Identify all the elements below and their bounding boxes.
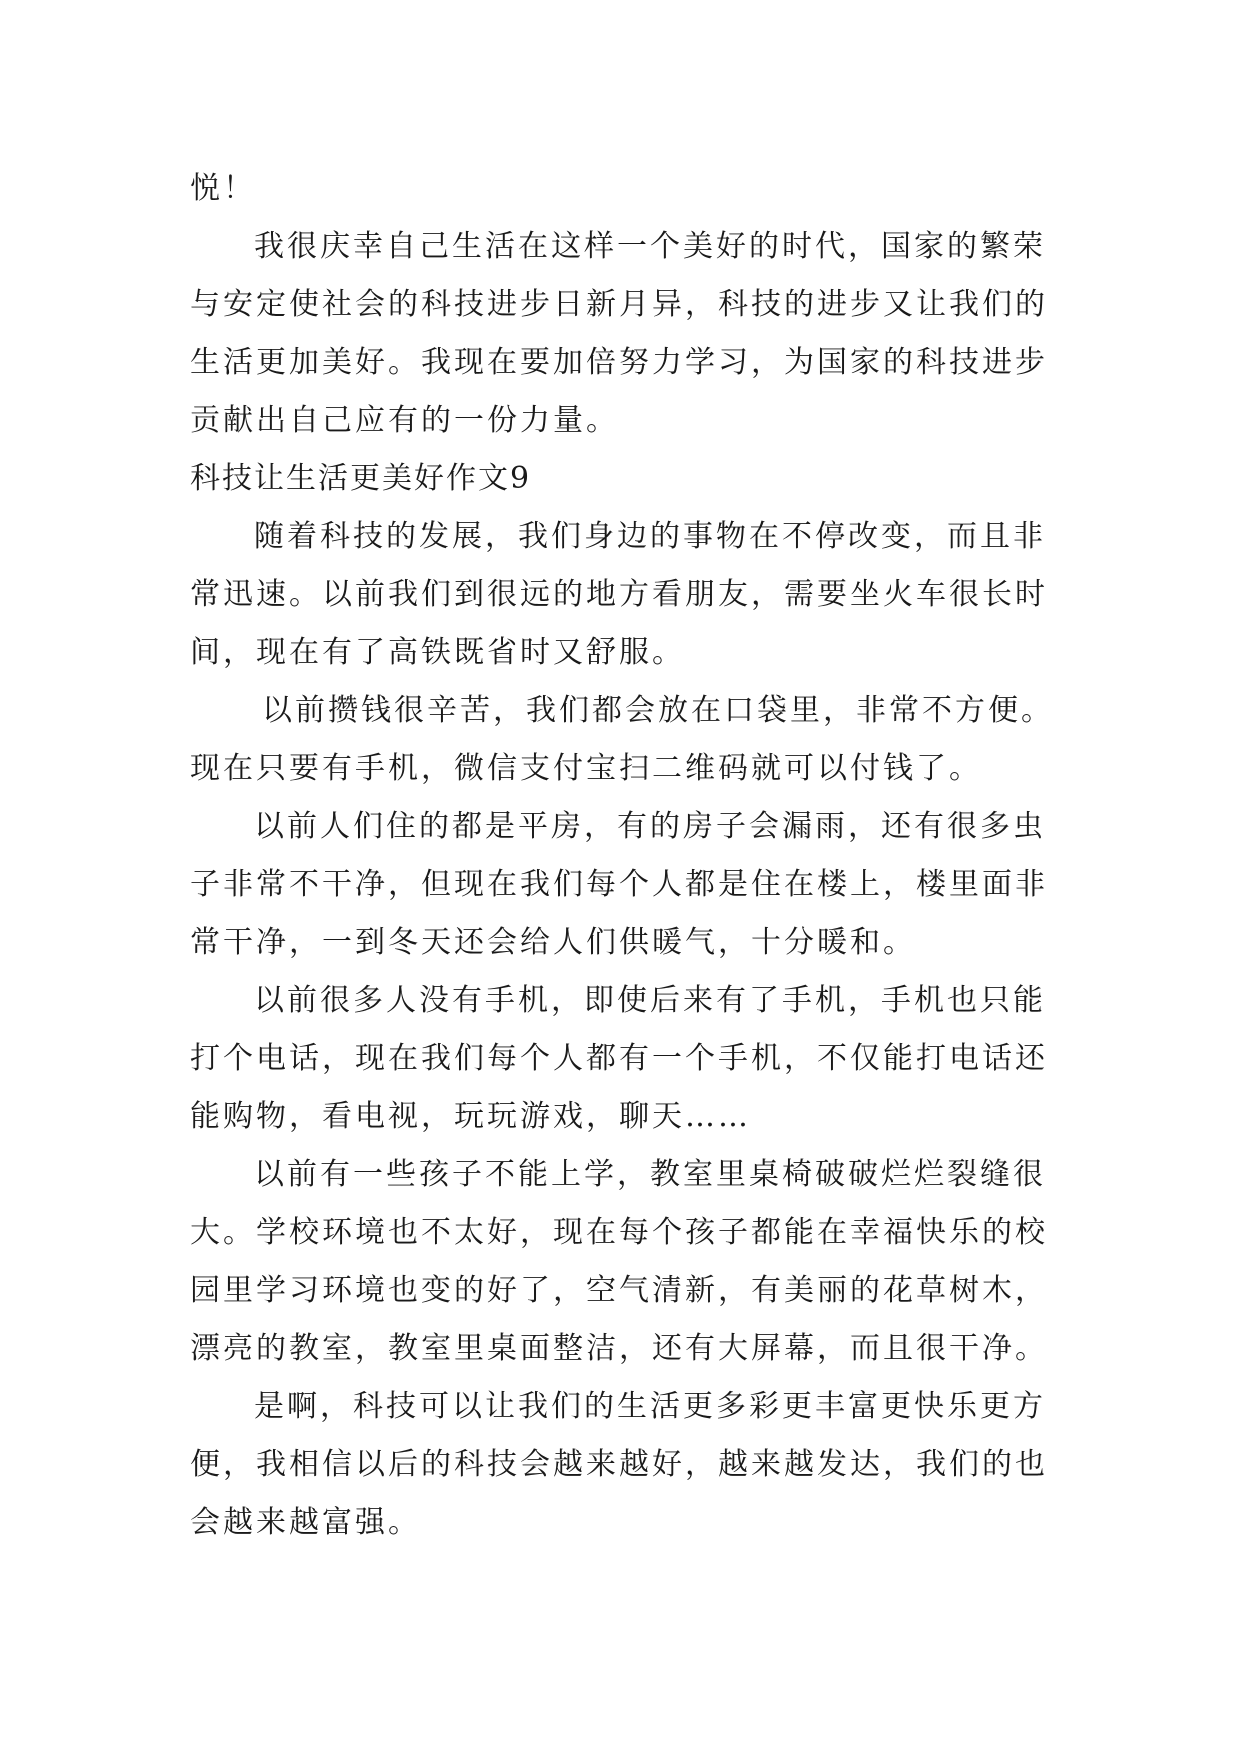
- paragraph-line: 大。学校环境也不太好，现在每个孩子都能在幸福快乐的校: [190, 1215, 1048, 1250]
- paragraph-line: 贡献出自己应有的一份力量。: [190, 403, 619, 438]
- paragraph-line: 与安定使社会的科技进步日新月异，科技的进步又让我们的: [190, 287, 1048, 322]
- paragraph-line: 能购物，看电视，玩玩游戏，聊天……: [190, 1099, 751, 1134]
- paragraph-line: 园里学习环境也变的好了，空气清新，有美丽的花草树木，: [190, 1273, 1048, 1308]
- paragraph-line: 漂亮的教室，教室里桌面整洁，还有大屏幕，而且很干净。: [190, 1331, 1048, 1366]
- paragraph-line: 打个电话，现在我们每个人都有一个手机，不仅能打电话还: [190, 1041, 1048, 1076]
- paragraph-line: 生活更加美好。我现在要加倍努力学习，为国家的科技进步: [190, 345, 1048, 380]
- paragraph-first-line: 以前攒钱很辛苦，我们都会放在口袋里，非常不方便。: [262, 693, 1054, 728]
- paragraph-first-line: 以前很多人没有手机，即使后来有了手机，手机也只能: [254, 983, 1046, 1018]
- paragraph-line: 悦！: [190, 171, 256, 206]
- paragraph-first-line: 随着科技的发展，我们身边的事物在不停改变，而且非: [254, 519, 1046, 554]
- paragraph-first-line: 我很庆幸自己生活在这样一个美好的时代，国家的繁荣: [254, 229, 1046, 264]
- paragraph-line: 便，我相信以后的科技会越来越好，越来越发达，我们的也: [190, 1447, 1048, 1482]
- section-heading: 科技让生活更美好作文9: [190, 461, 532, 496]
- paragraph-line: 常迅速。以前我们到很远的地方看朋友，需要坐火车很长时: [190, 577, 1048, 612]
- paragraph-line: 会越来越富强。: [190, 1505, 421, 1540]
- paragraph-line: 常干净，一到冬天还会给人们供暖气，十分暖和。: [190, 925, 916, 960]
- paragraph-first-line: 以前人们住的都是平房，有的房子会漏雨，还有很多虫: [254, 809, 1046, 844]
- paragraph-first-line: 以前有一些孩子不能上学，教室里桌椅破破烂烂裂缝很: [254, 1157, 1046, 1192]
- document-body: [190, 160, 1070, 1552]
- paragraph-line: 子非常不干净，但现在我们每个人都是住在楼上，楼里面非: [190, 867, 1048, 902]
- paragraph-line: 现在只要有手机，微信支付宝扫二维码就可以付钱了。: [190, 751, 982, 786]
- paragraph-first-line: 是啊，科技可以让我们的生活更多彩更丰富更快乐更方: [254, 1389, 1046, 1424]
- paragraph-line: 间，现在有了高铁既省时又舒服。: [190, 635, 685, 670]
